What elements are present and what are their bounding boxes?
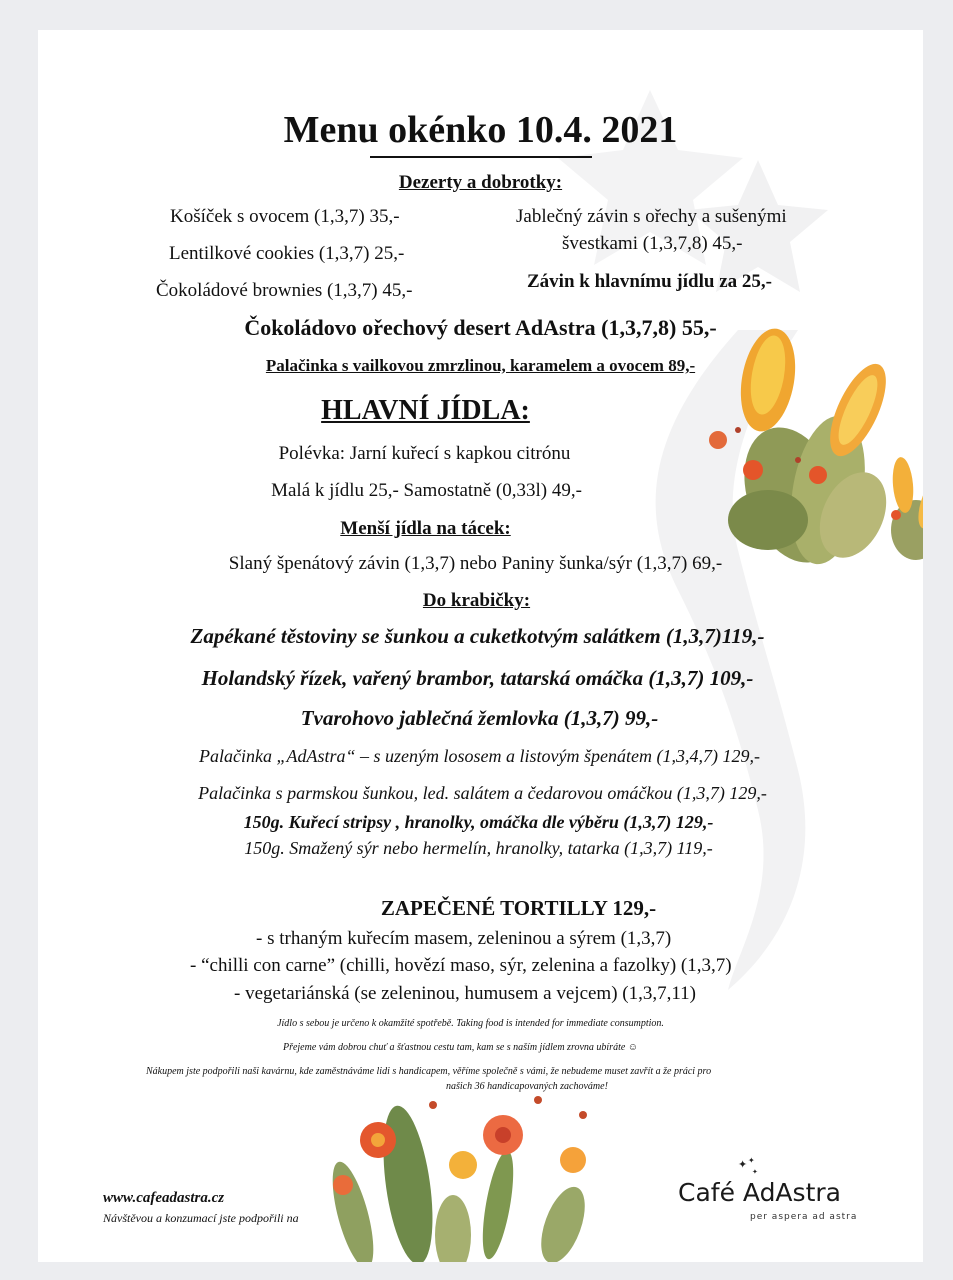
cafe-logo bbox=[678, 1156, 858, 1222]
featured-dessert: Čokoládovo ořechový desert AdAstra (1,3,7,8) 55,- bbox=[244, 315, 717, 340]
website-link[interactable]: www.cafeadastra.cz bbox=[103, 1190, 225, 1206]
soup-line: Polévka: Jarní kuřecí s kapkou citrónu bbox=[278, 443, 571, 464]
support-note-1: Nákupem jste podpořili naši kavárnu, kde zaměstnáváme lidi s handicapem, věříme společně s vámi, že nebudeme muset zavřít a že práci pro bbox=[146, 1066, 712, 1077]
footer-visit-note: Návštěvou a konzumací jste podpořili na bbox=[103, 1211, 299, 1225]
main-dishes-heading: HLAVNÍ JÍDLA: bbox=[321, 395, 530, 426]
box-item-schnitzel: Holandský řízek, vařený brambor, tatarská omáčka (1,3,7) 109,- bbox=[201, 666, 754, 690]
tortilla-item: - vegetariánská (se zeleninou, humusem a vejcem) (1,3,7,11) bbox=[234, 983, 696, 1004]
soup-prices: Malá k jídlu 25,- Samostatně (0,33l) 49,- bbox=[271, 480, 582, 501]
dessert-item: Jablečný závin s ořechy a sušenými bbox=[516, 206, 787, 227]
desserts-heading: Dezerty a dobrotky: bbox=[398, 172, 563, 193]
menu-title: Menu okénko 10.4. 2021 bbox=[283, 109, 678, 151]
smaller-dishes-heading: Menší jídla na tácek: bbox=[340, 518, 511, 539]
logo-stars-icon bbox=[736, 1156, 796, 1176]
box-item-pancake-salmon: Palačinka „AdAstra“ – s uzeným lososem a listovým špenátem (1,3,4,7) 129,- bbox=[199, 746, 760, 766]
title-underline bbox=[370, 156, 592, 158]
consumption-note: Jídlo s sebou je určeno k okamžité spotřebě. Taking food is intended for immediate consumption. bbox=[277, 1018, 664, 1029]
box-item-zemlovka: Tvarohovo jablečná žemlovka (1,3,7) 99,- bbox=[300, 706, 659, 730]
wish-note: Přejeme vám dobrou chuť a šťastnou cestu tam, kam se s naším jídlem zrovna ubíráte ☺ bbox=[282, 1042, 639, 1053]
box-item-pancake-ham: Palačinka s parmskou šunkou, led. salátem a čedarovou omáčkou (1,3,7) 129,- bbox=[198, 783, 767, 803]
dessert-strudel-offer: Závin k hlavnímu jídlu za 25,- bbox=[527, 271, 772, 292]
support-note-2: našich 36 handicapovaných zachováme! bbox=[446, 1081, 608, 1092]
svg-text:✦: ✦ bbox=[748, 1156, 755, 1165]
dessert-item: Lentilkové cookies (1,3,7) 25,- bbox=[169, 243, 405, 264]
dessert-item: Čokoládové brownies (1,3,7) 45,- bbox=[156, 280, 413, 301]
box-item-pasta: Zapékané těstoviny se šunkou a cuketkotvým salátkem (1,3,7)119,- bbox=[190, 624, 765, 648]
svg-text:✦: ✦ bbox=[738, 1159, 748, 1171]
pancake-dessert: Palačinka s vailkovou zmrzlinou, karamelem a ovocem 89,- bbox=[265, 356, 696, 375]
dessert-item: švestkami (1,3,7,8) 45,- bbox=[562, 233, 743, 254]
box-item-fried-cheese: 150g. Smažený sýr nebo hermelín, hranolky, tatarka (1,3,7) 119,- bbox=[244, 838, 713, 858]
dessert-item: Košíček s ovocem (1,3,7) 35,- bbox=[170, 206, 400, 227]
svg-text:✦: ✦ bbox=[752, 1168, 758, 1176]
tortilla-item: - s trhaným kuřecím masem, zeleninou a sýrem (1,3,7) bbox=[256, 928, 672, 949]
tortilla-item: - “chilli con carne” (chilli, hovězí maso, sýr, zelenina a fazolky) (1,3,7) bbox=[190, 955, 732, 976]
takeaway-heading: Do krabičky: bbox=[422, 590, 531, 611]
box-item-chicken-strips: 150g. Kuřecí stripsy , hranolky, omáčka dle výběru (1,3,7) 129,- bbox=[243, 812, 714, 832]
logo-tagline: per aspera ad astra bbox=[750, 1212, 858, 1222]
tortillas-heading: ZAPEČENÉ TORTILLY 129,- bbox=[380, 896, 657, 920]
smaller-dishes-line: Slaný špenátový závin (1,3,7) nebo Paniny šunka/sýr (1,3,7) 69,- bbox=[228, 553, 723, 574]
flowers-illustration-icon bbox=[323, 1085, 613, 1262]
menu-page bbox=[38, 30, 923, 1262]
logo-name: Café AdAstra bbox=[678, 1178, 841, 1207]
